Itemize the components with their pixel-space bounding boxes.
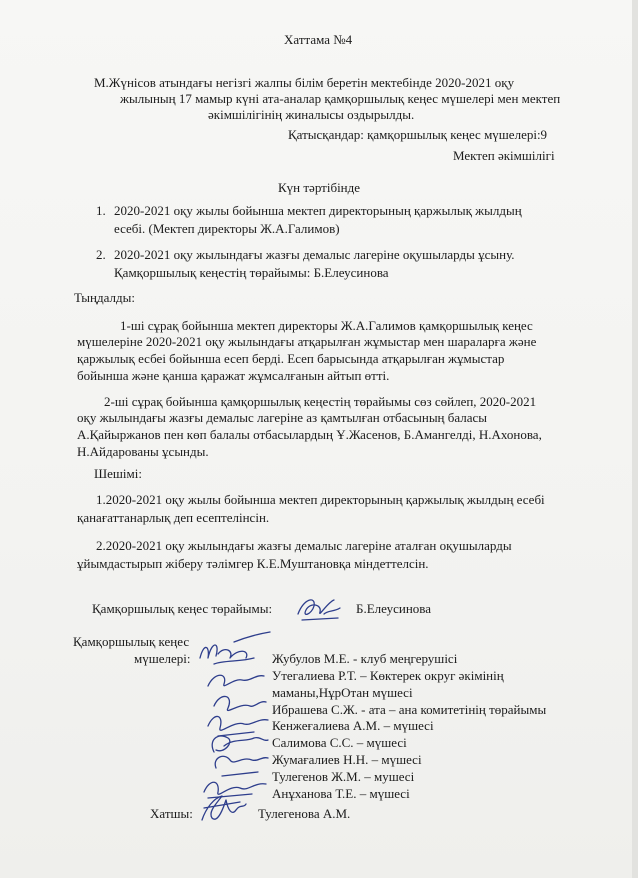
heard-2-line: Н.Айдарованы ұсынды. (77, 444, 209, 459)
secretary-name: Тулегенова А.М. (258, 806, 351, 821)
member-line: Ибрашева С.Ж. - ата – ана комитетінің төрайымы (272, 702, 547, 717)
heard-2-line: А.Қайыржанов пен көп балалы отбасылардың Ұ.Жасенов, Б.Амангелді, Н.Ахонова, (77, 427, 542, 442)
intro-line: әкімшілігінің жиналысы оздырылды. (208, 107, 415, 122)
heard-1-line: мүшелеріне 2020-2021 оқу жылындағы атқарылған жұмыстар мен шараларға және (77, 334, 537, 349)
member-line: Салимова С.С. – мүшесі (272, 735, 407, 750)
agenda-item-number: 1. (96, 203, 106, 218)
agenda-item-line: есебі. (Мектеп директоры Ж.А.Галимов) (114, 221, 340, 236)
intro-line: жылының 17 мамыр күні ата-аналар қамқоршылық кеңес мүшелері мен мектеп (120, 91, 561, 106)
intro-line: М.Жүнісов атындағы негізгі жалпы білім беретін мектебінде 2020-2021 оқу (94, 75, 515, 90)
page-edge (632, 0, 638, 878)
member-line: Жумағалиев Н.Н. – мүшесі (272, 752, 422, 767)
agenda-item-line: 2020-2021 оқу жылы бойынша мектеп директорының қаржылық жылдың (114, 203, 522, 218)
heard-1-line: бойынша және қанша қаражат жұмсалғанын айтып өтті. (77, 368, 390, 383)
member-line: Утегалиева Р.Т. – Көктерек округ әкімінің (272, 668, 504, 683)
secretary-signature (196, 790, 248, 826)
member-line: Кенжеғалиева А.М. – мүшесі (272, 718, 434, 733)
agenda-title: Күн тәртібінде (278, 180, 361, 195)
decision-2-line: ұйымдастырып жіберу тәлімгер К.Е.Муштановқа міндеттелсін. (77, 556, 429, 571)
chair-name: Б.Елеусинова (356, 601, 432, 616)
administration: Мектеп әкімшілігі (453, 148, 555, 163)
members-label: Қамқоршылық кеңес (73, 634, 190, 649)
chair-label: Қамқоршылық кеңес төрайымы: (92, 601, 273, 616)
member-signatures (194, 628, 274, 810)
decision-1-line: 1.2020-2021 оқу жылы бойынша мектеп директорының қаржылық жылдың есебі (96, 492, 545, 507)
heard-2-line: оқу жылындағы жазғы демалыс лагеріне аз қамтылған отбасының баласы (77, 410, 488, 425)
member-line: маманы,НұрОтан мүшесі (272, 685, 413, 700)
document-title: Хаттама №4 (284, 32, 353, 47)
decision-title: Шешімі: (94, 466, 142, 481)
heard-title: Тыңдалды: (74, 290, 135, 305)
participants: Қатысқандар: қамқоршылық кеңес мүшелері:9 (288, 127, 548, 142)
agenda-item-line: 2020-2021 оқу жылындағы жазғы демалыс лагеріне оқушыларды ұсыну. (114, 247, 515, 262)
decision-2-line: 2.2020-2021 оқу жылындағы жазғы демалыс лагеріне аталған оқушыларды (96, 538, 512, 553)
heard-1-line: 1-ші сұрақ бойынша мектеп директоры Ж.А.Галимов қамқоршылық кеңес (120, 318, 533, 333)
chair-signature (294, 592, 344, 626)
agenda-item-line: Қамқоршылық кеңестің төрайымы: Б.Елеусинова (114, 265, 389, 280)
agenda-item-number: 2. (96, 247, 106, 262)
member-line: Жубулов М.Е. - клуб меңгерушісі (272, 651, 458, 666)
heard-2-line: 2-ші сұрақ бойынша қамқоршылық кеңестің төрайымы сөз сөйлеп, 2020-2021 (104, 394, 537, 409)
member-line: Тулегенов Ж.М. – мушесі (272, 769, 415, 784)
member-line: Анұханова Т.Е. – мүшесі (272, 786, 410, 801)
members-label: мүшелері: (134, 651, 191, 666)
decision-1-line: қанағаттанарлық деп есептелінсін. (77, 510, 270, 525)
heard-1-line: қаржылық есбеі бойынша есеп берді. Есеп барысында атқарылған жұмыстар (77, 351, 505, 366)
secretary-label: Хатшы: (150, 806, 193, 821)
